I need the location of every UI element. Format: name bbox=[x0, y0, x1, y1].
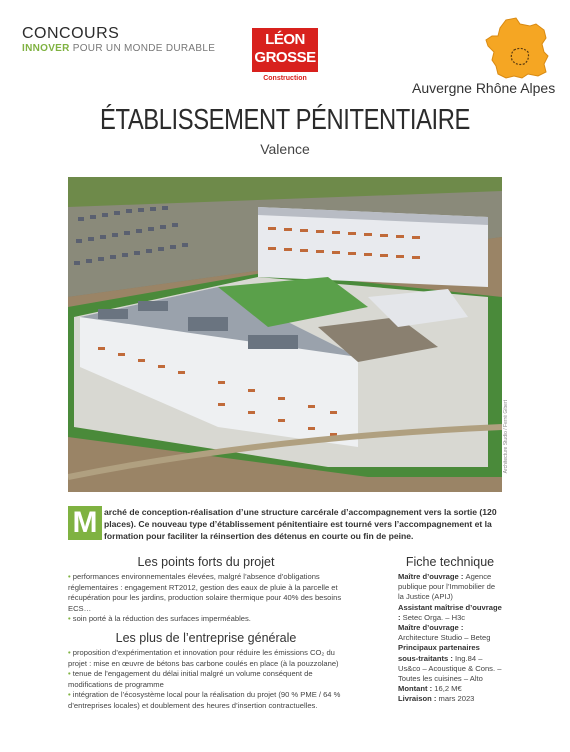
list-item: • tenue de l’engagement du délai initial malgré un volume conséquent de modifications de programme bbox=[68, 669, 313, 689]
list-item: • intégration de l’écosystème local pour la réalisation du projet (90 % PME / 64 % d’entreprises locales) et doublement des heures d’insertion contractuelles. bbox=[68, 690, 341, 710]
intro-dropcap: M bbox=[68, 506, 102, 540]
fiche-title: Fiche technique bbox=[405, 555, 495, 569]
fiche-item: Maître d’ouvrage : Agence publique pour l’Immobilier de la Justice (APIJ) bbox=[398, 572, 496, 602]
fiche-item: Principaux partenaires sous-traitants : Ing.84 – Us&co – Acoustique & Cons. – Toutes les cuisines – Alto bbox=[398, 643, 502, 684]
tagline-accent: INNOVER bbox=[22, 43, 70, 54]
page-title: ÉTABLISSEMENT PÉNITENTIAIRE bbox=[100, 104, 470, 136]
contest-header bbox=[22, 26, 215, 54]
aerial-photo bbox=[68, 177, 502, 492]
contest-tagline bbox=[22, 43, 215, 54]
page-subtitle: Valence bbox=[260, 141, 310, 157]
region-label: Auvergne Rhône Alpes bbox=[412, 80, 556, 96]
intro-block bbox=[68, 506, 502, 542]
technical-sheet bbox=[398, 555, 502, 705]
fiche-item: Assistant maîtrise d’ouvrage : Setec Orga. – H3c bbox=[398, 602, 502, 622]
logo-subline: Construction bbox=[263, 75, 307, 82]
photo-credit: Architecture Studio / Ferré Gibert bbox=[503, 400, 509, 474]
france-map-icon bbox=[484, 16, 552, 82]
points-forts-title: Les points forts du projet bbox=[137, 555, 275, 569]
company-logo bbox=[252, 28, 318, 86]
fiche-item: Montant : 16,2 M€ bbox=[398, 684, 462, 694]
intro-text: arché de conception-réalisation d’une structure carcérale d’accompagnement vers la sortie (120 places). Ce nouveau type d’établissement pénitentiaire est tourné vers l’accompagnement et la formation pour faciliter la réinsertion des détenus en courte ou fin de peine. bbox=[104, 507, 497, 541]
list-item: • proposition d’expérimentation et innovation pour réduire les émissions CO₂ du projet : mise en œuvre de bétons bas carbone coulés en place (à la pouzzolane) bbox=[68, 647, 339, 668]
list-item: • soin porté à la réduction des surfaces imperméables. bbox=[68, 614, 251, 624]
plus-title: Les plus de l’entreprise générale bbox=[115, 630, 297, 645]
fiche-item: Livraison : mars 2023 bbox=[398, 694, 475, 704]
logo-box bbox=[252, 28, 318, 72]
tagline-rest: POUR UN MONDE DURABLE bbox=[69, 43, 216, 54]
logo-line-1: LÉON bbox=[265, 31, 305, 48]
contest-label: CONCOURS bbox=[22, 25, 120, 42]
fiche-item: Maître d’ouvrage : Architecture Studio – Beteg bbox=[398, 623, 491, 643]
project-highlights bbox=[68, 555, 344, 712]
logo-line-2: GROSSE bbox=[254, 49, 316, 66]
list-item: • performances environnementales élevées, malgré l’absence d’obligations réglementaires : engagement RT2012, gestion des eaux de pluie à la parcelle et récupération pour les jardins, production solaire thermique pour 40% des besoins ECS… bbox=[68, 572, 342, 613]
